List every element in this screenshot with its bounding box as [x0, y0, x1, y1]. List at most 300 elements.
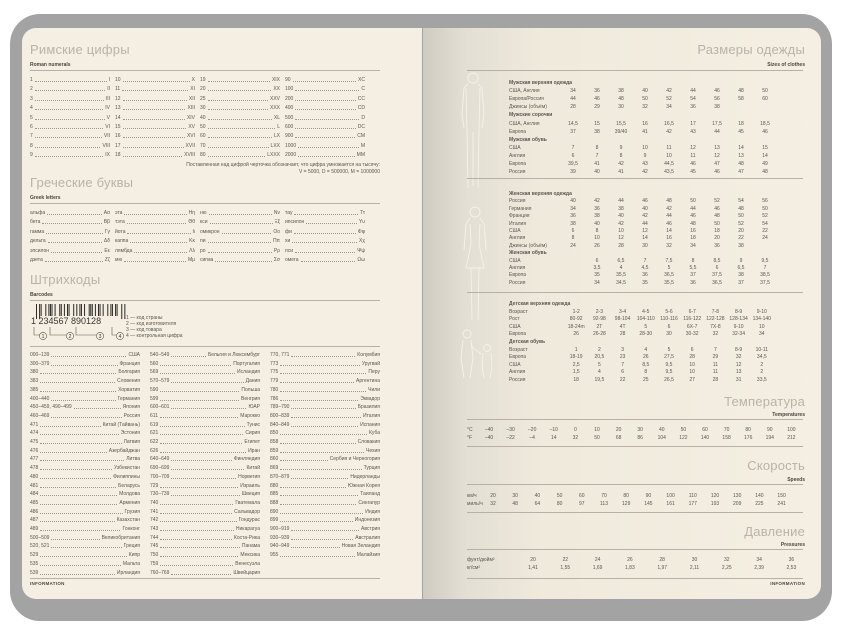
table-cell: 3-4 — [618, 308, 627, 315]
list-row — [200, 76, 280, 84]
row-key: 20 — [200, 86, 206, 93]
row-key: 14 — [115, 114, 121, 121]
table-cell: 8,5 — [713, 257, 721, 264]
list-row — [270, 447, 380, 455]
table-cell: 1,41 — [528, 564, 538, 571]
table-cell: 7 — [571, 144, 575, 151]
row-value: XIV — [186, 114, 195, 121]
leader-dots — [291, 542, 339, 548]
leader-dots — [40, 490, 117, 496]
table-cell: 4,5 — [641, 265, 649, 271]
row-label: Европа — [509, 331, 527, 338]
list-row — [115, 151, 195, 159]
table-cell: 30 — [642, 242, 648, 249]
table-cell: 48 — [690, 220, 696, 227]
table-cell: 34 — [666, 104, 672, 111]
table-cell: –22 — [506, 434, 515, 441]
table-cell: 4T — [619, 323, 626, 330]
row-key: 471 — [30, 421, 39, 428]
row-label: Европа — [509, 161, 527, 167]
list-row — [150, 464, 260, 472]
right-page — [423, 28, 821, 599]
table-cell: 31 — [735, 377, 742, 383]
table-cell: 22 — [562, 557, 569, 563]
row-value: Венгрия — [241, 395, 260, 402]
row-key: 740 — [150, 499, 159, 506]
table-cell: 52 — [666, 96, 672, 103]
table-cell: 20 — [714, 235, 720, 242]
row-value: Уругвай — [361, 360, 380, 367]
list-row — [200, 85, 280, 93]
table-cell: 12 — [618, 235, 624, 242]
table-cell: 38 — [738, 242, 744, 249]
leader-dots — [123, 123, 187, 129]
leader-dots — [280, 499, 356, 505]
row-key: 200 — [285, 95, 294, 102]
table-cell: 225 — [755, 500, 764, 507]
row-key: 489 — [30, 526, 39, 532]
table-cell: 45 — [738, 128, 744, 135]
row-value: Египет — [244, 439, 260, 445]
leader-dots — [46, 228, 103, 234]
leader-dots — [160, 499, 233, 505]
row-value: Молдова — [119, 491, 140, 498]
row-key: 6 — [30, 124, 33, 130]
list-row — [150, 438, 260, 446]
table-cell: 4 — [644, 346, 648, 353]
table-cell: 13 — [738, 152, 744, 159]
table-cell: 7,5 — [665, 257, 673, 264]
table-cell: 15 — [762, 144, 768, 151]
leader-dots — [40, 569, 115, 575]
barcode-bar — [95, 304, 96, 316]
table-cell: 6,5 — [617, 257, 625, 264]
leader-dots — [160, 421, 244, 427]
table-cell: 7 — [763, 265, 767, 271]
table-cell: 44 — [570, 96, 576, 103]
table-cell: 176 — [744, 434, 753, 441]
leader-dots — [160, 542, 240, 548]
leader-dots — [208, 95, 268, 101]
table-cell: 11 — [712, 361, 718, 368]
leader-dots — [35, 142, 101, 148]
row-value: Германия — [117, 395, 140, 402]
table-cell: 46 — [714, 88, 720, 95]
list-row — [150, 482, 260, 490]
list-row — [285, 151, 365, 159]
table-cell: 145 — [644, 500, 653, 507]
row-key: 900 — [285, 133, 294, 140]
row-key: 9 — [30, 152, 33, 159]
row-key: ню — [200, 210, 207, 216]
table-cell: 34 — [594, 279, 600, 286]
table-cell: –4 — [529, 434, 535, 441]
leader-dots — [280, 360, 359, 366]
table-cell: 50 — [762, 205, 768, 212]
table-cell: 5 — [644, 323, 648, 330]
table-cell: 47 — [738, 169, 744, 176]
table-cell: 2,11 — [689, 564, 700, 571]
row-value: Португалия — [233, 360, 260, 367]
table-cell: 47 — [714, 161, 720, 167]
leader-dots — [40, 377, 115, 383]
row-value: Словения — [116, 378, 140, 385]
table-cell: 14 — [642, 235, 648, 242]
leader-dots — [51, 395, 115, 401]
table-cell: 2,53 — [786, 564, 797, 571]
table-cell: –40 — [484, 427, 494, 433]
row-key: 383 — [30, 378, 39, 385]
leader-dots — [291, 473, 348, 479]
barcode-bar — [115, 304, 116, 316]
list-row — [270, 386, 380, 394]
row-value: Εε — [104, 247, 110, 254]
table-cell: 6X-7 — [686, 323, 698, 330]
row-value: MM — [356, 152, 365, 159]
row-key: 600–601 — [150, 404, 170, 411]
row-key: 773 — [270, 360, 279, 367]
barcode-bar — [107, 304, 108, 316]
list-row — [150, 386, 260, 394]
row-value: XI — [190, 86, 195, 93]
leader-dots — [40, 421, 100, 427]
table-cell: 140 — [755, 493, 764, 499]
list-row — [150, 525, 260, 533]
table-cell: 48 — [738, 205, 744, 212]
list-row — [270, 490, 380, 498]
table-cell: 29 — [594, 104, 600, 111]
row-key: 70 — [200, 142, 206, 149]
row-value: Литва — [126, 456, 140, 463]
barcode-bar — [64, 304, 65, 316]
table-cell: 46 — [594, 96, 600, 103]
barcode-bar — [76, 304, 77, 316]
table-cell: 10 — [689, 361, 695, 368]
greek-title: Греческие буквы — [30, 175, 134, 190]
row-value: XXV — [269, 95, 280, 102]
row-key: 30 — [200, 105, 206, 112]
list-row — [200, 209, 280, 217]
row-value: Новая Зеландия — [341, 543, 380, 550]
table-cell: 80 — [745, 427, 751, 433]
table-cell: 1,97 — [657, 564, 668, 571]
table-cell: 122 — [679, 434, 688, 441]
list-row — [115, 104, 195, 112]
table-cell: 40 — [570, 198, 576, 205]
row-key: 8 — [30, 142, 33, 149]
table-cell: 42 — [642, 169, 648, 176]
row-value: XVII — [185, 142, 195, 149]
row-value: CC — [357, 95, 365, 102]
leader-dots — [171, 569, 231, 575]
table-cell: 34 — [570, 205, 576, 212]
leader-dots — [280, 464, 361, 470]
table-cell: 241 — [777, 500, 786, 507]
table-cell: 122-128 — [706, 316, 725, 323]
table-cell: 7-8 — [711, 308, 719, 315]
table-cell: 3 — [621, 346, 624, 353]
row-value: США — [128, 352, 140, 358]
greek-subtitle: Greek letters — [30, 195, 61, 201]
table-cell: 56 — [714, 96, 720, 103]
row-value: Австрия — [360, 526, 380, 532]
table-cell: 8 — [595, 144, 599, 151]
row-key: 380 — [30, 369, 39, 376]
row-key: омега — [285, 257, 299, 263]
table-cell: 56 — [762, 198, 768, 205]
row-value: Армения — [119, 499, 140, 506]
leader-dots — [40, 560, 121, 566]
table-cell: 140 — [700, 434, 710, 441]
table-cell: 10 — [642, 144, 648, 151]
list-row — [115, 76, 195, 84]
row-key: пи — [200, 238, 206, 245]
row-key: 481 — [30, 482, 39, 489]
row-key: 487 — [30, 517, 39, 524]
row-key: 485 — [30, 499, 39, 506]
table-cell: 130 — [733, 493, 742, 499]
divider — [467, 178, 803, 179]
row-key: 622 — [150, 439, 159, 445]
row-label: км/ч — [467, 493, 477, 499]
row-value: VIII — [102, 142, 110, 149]
barcode-bar — [59, 304, 60, 316]
row-key: 475 — [30, 439, 39, 445]
list-row — [30, 482, 140, 490]
row-value: Кипр — [128, 552, 140, 559]
list-row — [30, 132, 110, 140]
leader-dots — [48, 237, 102, 243]
table-cell: 46 — [690, 161, 696, 167]
table-cell: 28-30 — [639, 331, 653, 338]
table-cell: 6 — [621, 369, 624, 376]
table-cell: 39 — [570, 169, 576, 176]
row-value: Ωω — [357, 257, 365, 263]
table-cell: –20 — [528, 427, 537, 433]
table-cell: 50 — [738, 213, 744, 220]
leader-dots — [208, 114, 272, 120]
table-cell: 50 — [642, 96, 648, 103]
row-value: Мексика — [240, 552, 260, 559]
table-cell: 48 — [738, 88, 744, 95]
list-row — [200, 247, 280, 255]
table-cell: 28 — [619, 331, 626, 338]
leader-dots — [40, 525, 120, 531]
divider — [467, 419, 803, 420]
table-cell: 6 — [667, 323, 671, 330]
table-cell: 14 — [762, 152, 768, 159]
row-key: лямбда — [115, 247, 133, 254]
barcode-legend — [126, 315, 183, 339]
row-key: 484 — [30, 491, 39, 498]
row-value: Чехия — [365, 447, 380, 454]
man-silhouette — [458, 70, 488, 190]
row-key: 626 — [150, 447, 159, 454]
row-value: Италия — [362, 412, 380, 419]
barcode-bar — [100, 304, 101, 316]
leader-dots — [295, 85, 359, 91]
leader-dots — [40, 438, 121, 444]
row-value: Тунис — [246, 421, 260, 428]
row-key: 5 — [30, 114, 33, 121]
table-cell: 18-19 — [569, 354, 583, 361]
row-key: дзета — [30, 257, 43, 263]
barcode-bar — [98, 304, 99, 316]
row-value: XXX — [269, 105, 280, 112]
leader-dots — [280, 482, 346, 488]
table-cell: 7 — [714, 346, 717, 353]
table-cell: 20 — [615, 427, 622, 433]
row-value: Латвия — [123, 439, 140, 445]
list-row — [270, 429, 380, 437]
table-cell: 14 — [551, 434, 557, 441]
leader-dots — [124, 256, 186, 262]
leader-dots — [294, 228, 356, 234]
table-cell: 104 — [657, 434, 666, 441]
table-cell: 8 — [691, 257, 695, 264]
barcode-bar — [61, 304, 62, 316]
woman-silhouette — [460, 204, 490, 322]
row-key: 15 — [115, 124, 121, 130]
row-key: 760–769 — [150, 569, 170, 576]
list-row — [270, 542, 380, 550]
table-cell: 32 — [572, 434, 579, 441]
row-key: гамма — [30, 228, 45, 235]
table-cell: 6 — [571, 228, 575, 234]
row-value: Ιι — [192, 228, 195, 235]
table-cell: 13 — [735, 369, 742, 376]
leader-dots — [35, 123, 103, 129]
table-cell: 7 — [643, 257, 647, 264]
row-value: Китай (Тайвань) — [102, 421, 140, 428]
row-key: 759 — [150, 560, 159, 567]
row-key: 460–469 — [30, 412, 50, 419]
list-row — [285, 95, 365, 103]
barcode-bar — [41, 304, 42, 316]
table-cell: 2-3 — [595, 308, 603, 315]
row-value: Венесуэла — [235, 560, 260, 567]
row-key: 500 — [285, 114, 294, 121]
table-cell: 33,5 — [756, 377, 767, 383]
barcode-bar — [110, 304, 111, 316]
row-label: Европа — [509, 128, 527, 135]
row-key: 900–919 — [270, 526, 290, 532]
row-key: 955 — [270, 552, 279, 559]
row-key: 000–139 — [30, 352, 50, 358]
row-key: тау — [285, 210, 293, 216]
row-value: Никарагуа — [235, 526, 260, 532]
list-row — [30, 421, 140, 429]
table-cell: 27,5 — [664, 354, 674, 361]
row-key: 100 — [285, 86, 294, 93]
row-key: омикрон — [200, 228, 220, 235]
leader-dots — [171, 490, 239, 496]
leader-dots — [35, 132, 102, 138]
list-row — [30, 412, 140, 420]
table-cell: 134-140 — [752, 316, 771, 323]
table-cell: 10 — [594, 427, 600, 433]
table-cell: 26-28 — [592, 331, 606, 338]
leader-dots — [160, 429, 243, 435]
row-value: LXXX — [267, 152, 280, 159]
table-cell: 2,25 — [721, 564, 732, 571]
table-cell: 40 — [534, 493, 541, 499]
row-key: 60 — [200, 133, 206, 140]
row-label: Возраст — [509, 346, 528, 353]
list-row — [270, 499, 380, 507]
table-cell: 20 — [738, 228, 744, 234]
leader-dots — [35, 85, 105, 91]
row-value: Эстония — [120, 430, 140, 437]
table-cell: 38 — [618, 205, 624, 212]
row-key: фи — [285, 228, 292, 235]
row-key: 539 — [30, 569, 39, 576]
list-row — [150, 351, 260, 359]
table-cell: 120 — [710, 493, 720, 499]
list-row — [30, 508, 140, 516]
row-label: кг/см² — [467, 564, 481, 571]
row-key: 880 — [270, 482, 279, 489]
table-cell: 30 — [512, 493, 518, 499]
row-value: Θθ — [188, 219, 195, 226]
row-key: 4 — [30, 105, 33, 112]
leader-dots — [280, 455, 327, 461]
table-cell: 5 — [667, 265, 671, 271]
legend-item: 4 — контрольная цифра — [126, 333, 183, 339]
table-cell: 9-10 — [733, 323, 744, 330]
table-cell: 54 — [690, 96, 696, 103]
row-key: 385 — [30, 386, 39, 393]
list-row — [270, 534, 380, 542]
list-row — [285, 123, 365, 131]
table-cell: 20 — [530, 557, 536, 563]
table-cell: 7 — [595, 152, 599, 159]
row-key: 930–939 — [270, 534, 290, 541]
list-row — [270, 455, 380, 463]
table-cell: –40 — [484, 434, 494, 441]
list-row — [270, 508, 380, 516]
divider — [30, 300, 380, 301]
row-value: Турция — [363, 465, 380, 472]
row-value: Словакия — [357, 439, 380, 445]
table-cell: 14,5 — [568, 120, 578, 127]
row-key: 850 — [270, 430, 279, 437]
row-key: 560 — [150, 360, 159, 367]
leader-dots — [42, 218, 101, 224]
list-row — [285, 85, 365, 93]
list-row — [30, 551, 140, 559]
leader-dots — [298, 142, 359, 148]
table-cell: 40 — [659, 427, 665, 433]
row-key: 779 — [270, 378, 279, 385]
table-cell: 46 — [762, 128, 768, 135]
list-row — [270, 412, 380, 420]
row-value: Νν — [273, 210, 280, 216]
table-cell: 15 — [594, 120, 600, 127]
leader-dots — [40, 516, 114, 522]
speed-title: Скорость — [747, 458, 805, 473]
row-value: Хорватия — [118, 386, 140, 393]
barcodes-title: Штрихкоды — [30, 272, 101, 287]
table-cell: 1 — [574, 346, 578, 353]
list-row — [115, 85, 195, 93]
row-value: Ττ — [359, 210, 365, 216]
row-value: Израиль — [240, 482, 260, 489]
row-key: 600 — [285, 124, 294, 130]
table-cell: 8 — [619, 152, 623, 159]
row-value: LX — [273, 133, 280, 140]
table-cell: 29 — [712, 354, 719, 361]
